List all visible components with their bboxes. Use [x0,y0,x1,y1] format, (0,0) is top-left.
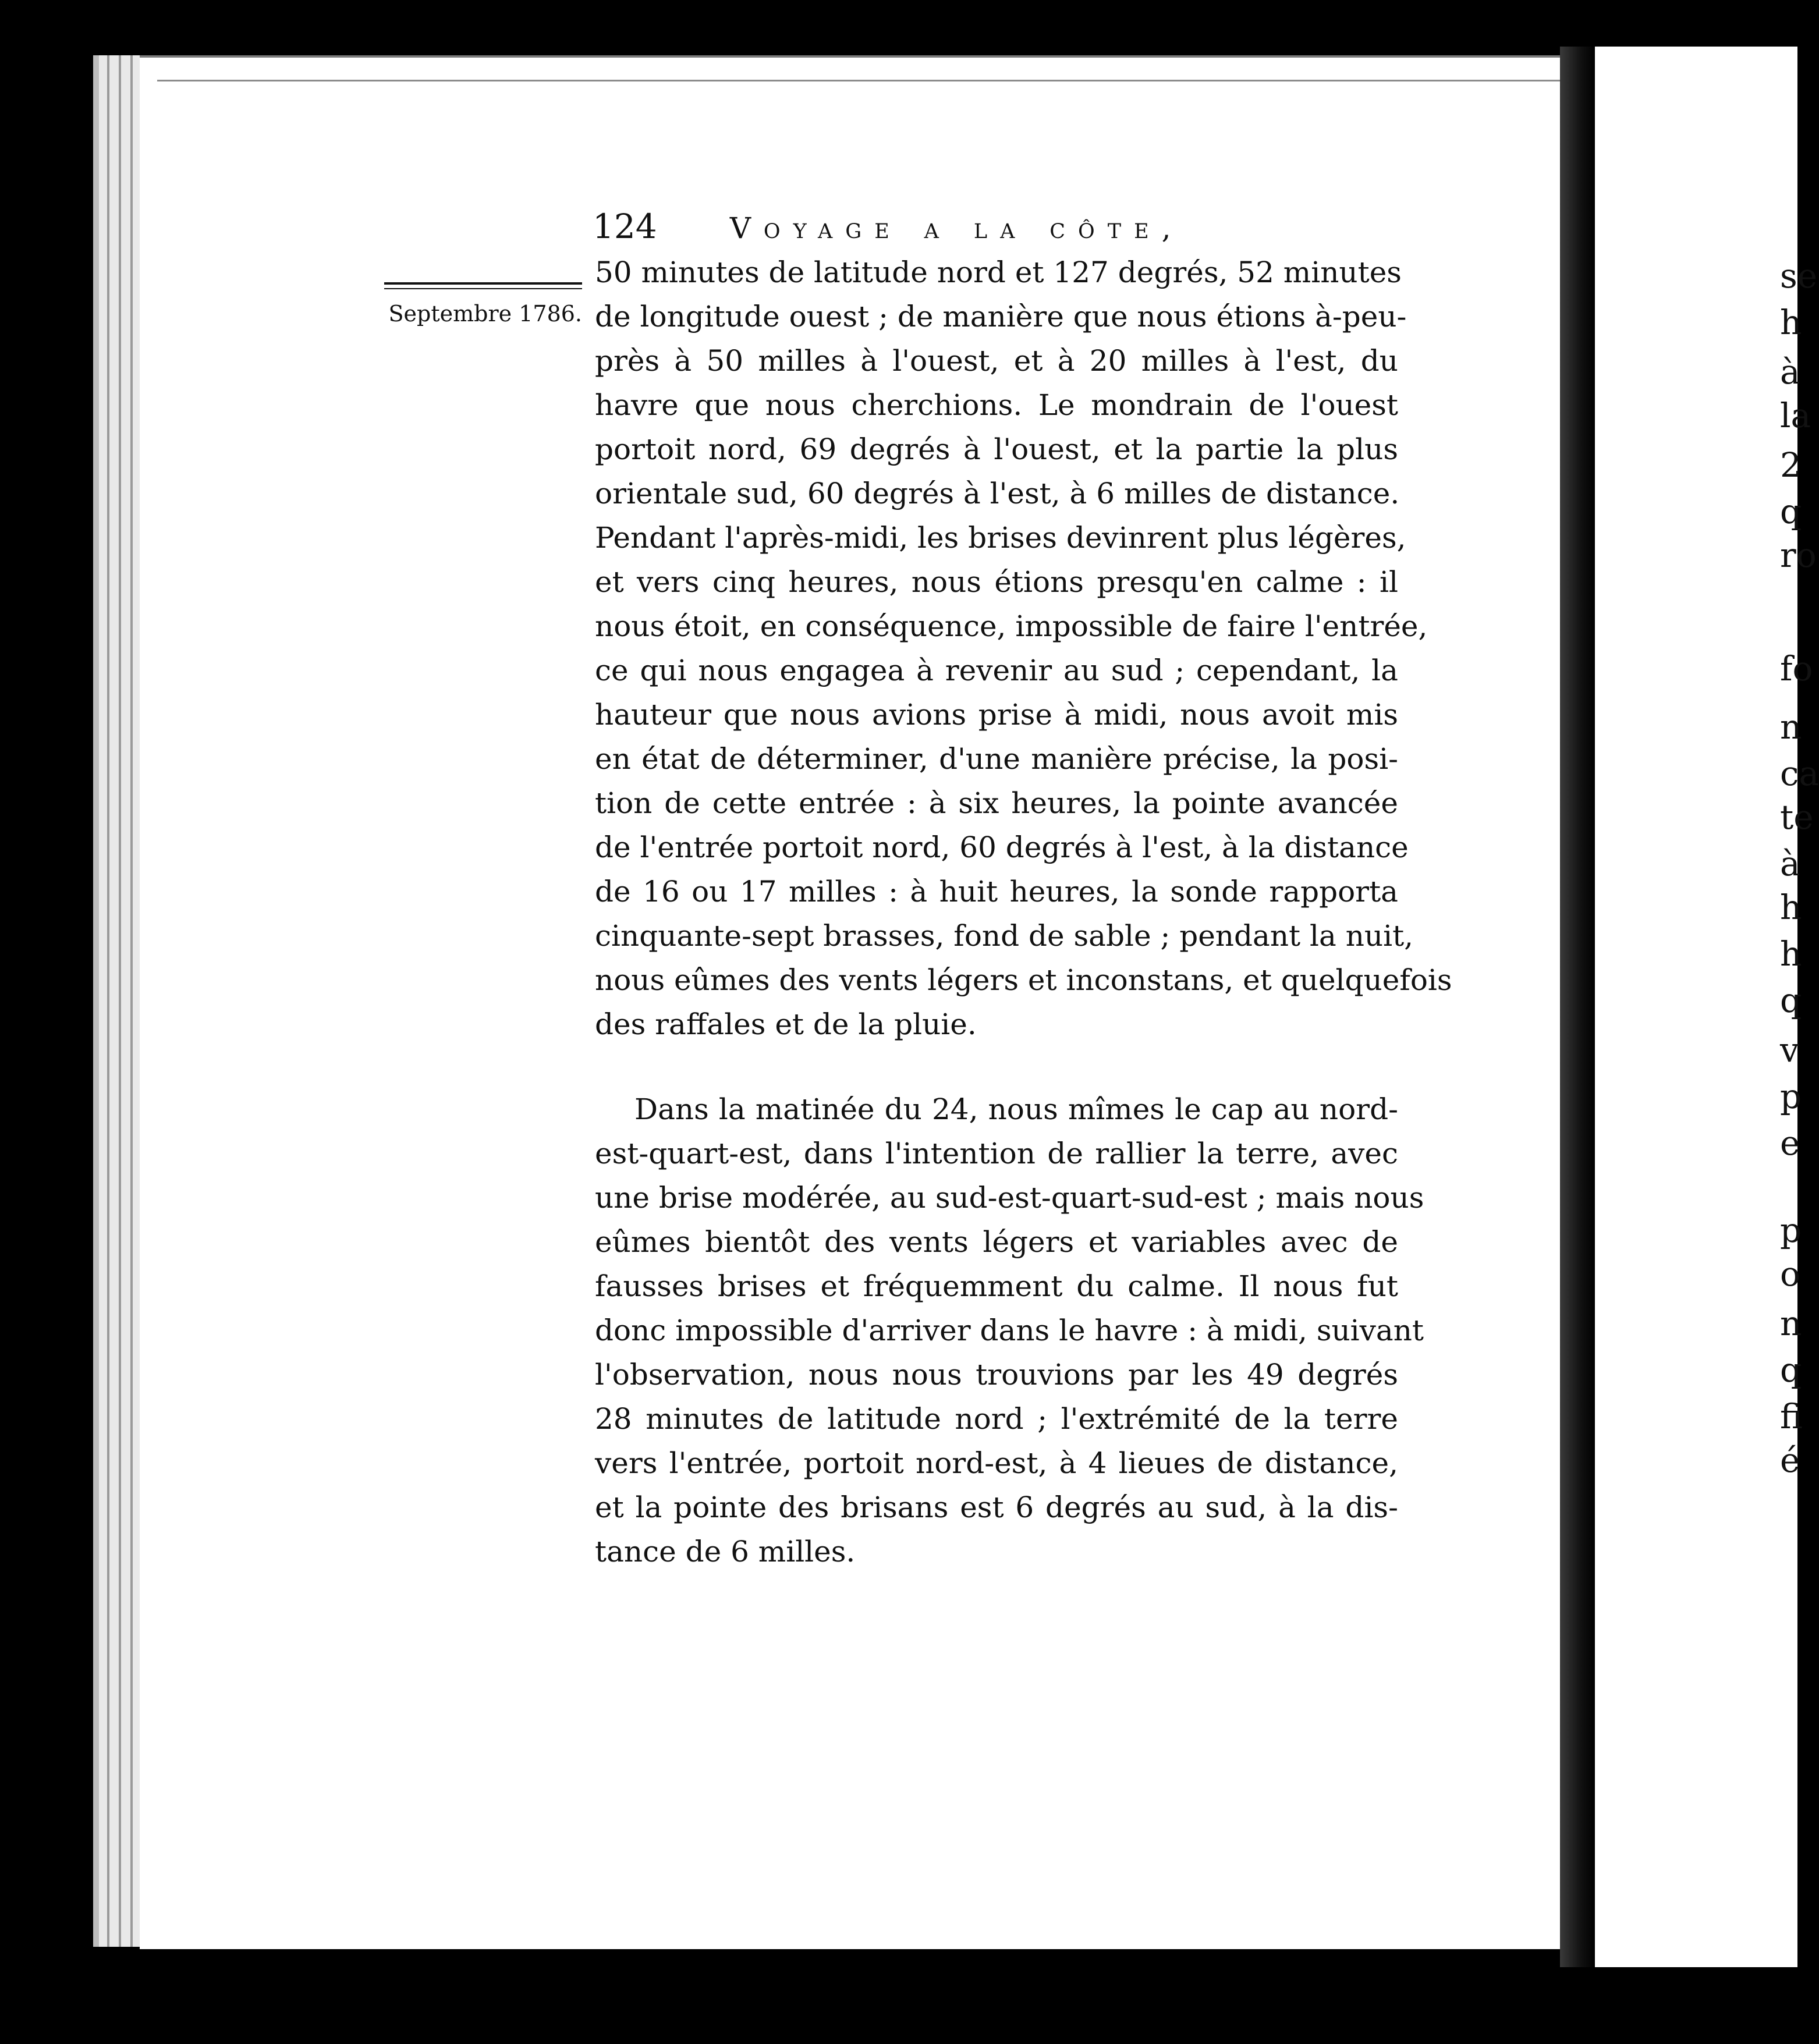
text-line: tion de cette entrée : à six heures, la pointe avancée [595,786,1398,820]
text-line: orientale sud, 60 degrés à l'est, à 6 milles de distance. [595,477,1400,510]
page-header [593,207,1233,246]
next-page-fragment: fi [1780,1397,1803,1436]
margin-rule [384,282,582,285]
page-edge-line [130,55,133,1947]
page-top-rule [157,80,1560,81]
text-line: et vers cinq heures, nous étions presqu'en calme : il [595,565,1398,599]
text-line: de l'entrée portoit nord, 60 degrés à l'est, à la distance [595,831,1409,864]
text-line: nous eûmes des vents légers et inconstans, et quelquefois [595,963,1452,997]
text-line: tance de 6 milles. [595,1535,856,1569]
next-page-fragment: 2 [1780,445,1802,485]
running-title: Voyage a la côte, [729,211,1184,245]
next-page-fragment: p [1780,1077,1802,1116]
body-text [595,250,1452,1574]
paragraph [595,250,1452,1046]
text-line: havre que nous cherchions. Le mondrain de l'ouest [595,388,1398,422]
right-page-fragment [1595,47,1819,1967]
text-line: hauteur que nous avions prise à midi, nous avoit mis [595,698,1398,732]
next-page-fragment: n [1780,707,1802,747]
next-page-fragment: o [1780,1254,1800,1294]
text-line: de longitude ouest ; de manière que nous étions à-peu- [595,300,1407,333]
next-page-fragment: h [1780,303,1802,342]
text-line: donc impossible d'arriver dans le havre : à midi, suivant [595,1314,1424,1347]
text-line: de 16 ou 17 milles : à huit heures, la sonde rapporta [595,875,1398,909]
text-line: eûmes bientôt des vents légers et variables avec de [595,1225,1398,1259]
next-page-fragment: q [1780,1350,1802,1390]
next-page-fragment: h [1780,934,1802,974]
margin-note [384,282,582,327]
margin-rule [384,288,582,289]
book-gutter [1560,47,1595,1967]
text-line: l'observation, nous nous trouvions par les 49 degrés [595,1358,1398,1392]
next-page-fragment: é [1780,1440,1800,1480]
next-page-fragment: e [1780,1123,1800,1163]
next-page-fragment: h [1780,888,1802,927]
text-line: fausses brises et fréquemment du calme. Il nous fut [595,1269,1398,1303]
page-edge-line [107,55,109,1947]
next-page-fragment: se [1780,256,1818,296]
next-page-fragment: n [1780,1304,1802,1343]
text-line: en état de déterminer, d'une manière précise, la posi- [595,742,1398,776]
page-edge-line [119,55,121,1947]
next-page-fragment: q [1780,981,1802,1020]
next-page-fragment: ca [1780,754,1819,793]
text-line: est-quart-est, dans l'intention de rallier la terre, avec [595,1137,1398,1170]
next-page-fragment: q [1780,492,1802,531]
next-page-fragment: ro [1780,535,1817,575]
text-line: ce qui nous engagea à revenir au sud ; cependant, la [595,654,1398,687]
next-page-fragment: te [1780,797,1814,837]
next-page-fragment: la [1780,396,1811,435]
text-line: Dans la matinée du 24, nous mîmes le cap au nord- [634,1092,1398,1126]
next-page-fragment: à [1780,352,1800,392]
text-line: nous étoit, en conséquence, impossible de faire l'entrée, [595,609,1428,643]
text-line: cinquante-sept brasses, fond de sable ; pendant la nuit, [595,919,1414,953]
text-line: 50 minutes de latitude nord et 127 degrés, 52 minutes [595,256,1402,289]
text-line: Pendant l'après-midi, les brises devinrent plus légères, [595,521,1406,555]
next-page-fragment: à [1780,844,1800,883]
text-line: près à 50 milles à l'ouest, et à 20 milles à l'est, du [595,344,1398,378]
text-line: et la pointe des brisans est 6 degrés au sud, à la dis- [595,1491,1398,1524]
text-line: 28 minutes de latitude nord ; l'extrémité de la terre [595,1402,1398,1436]
text-line: vers l'entrée, portoit nord-est, à 4 lieues de distance, [595,1446,1398,1480]
next-page-fragment: p [1780,1211,1802,1250]
next-page-fragment: v [1780,1030,1799,1070]
text-line: une brise modérée, au sud-est-quart-sud-est ; mais nous [595,1181,1424,1215]
page-number: 124 [593,207,657,246]
text-line: portoit nord, 69 degrés à l'ouest, et la partie la plus [595,432,1398,466]
paragraph [595,1087,1424,1574]
text-line: des raffales et de la pluie. [595,1007,977,1041]
margin-date: Septembre 1786. [388,301,582,327]
next-page-fragment: fo [1780,649,1813,689]
